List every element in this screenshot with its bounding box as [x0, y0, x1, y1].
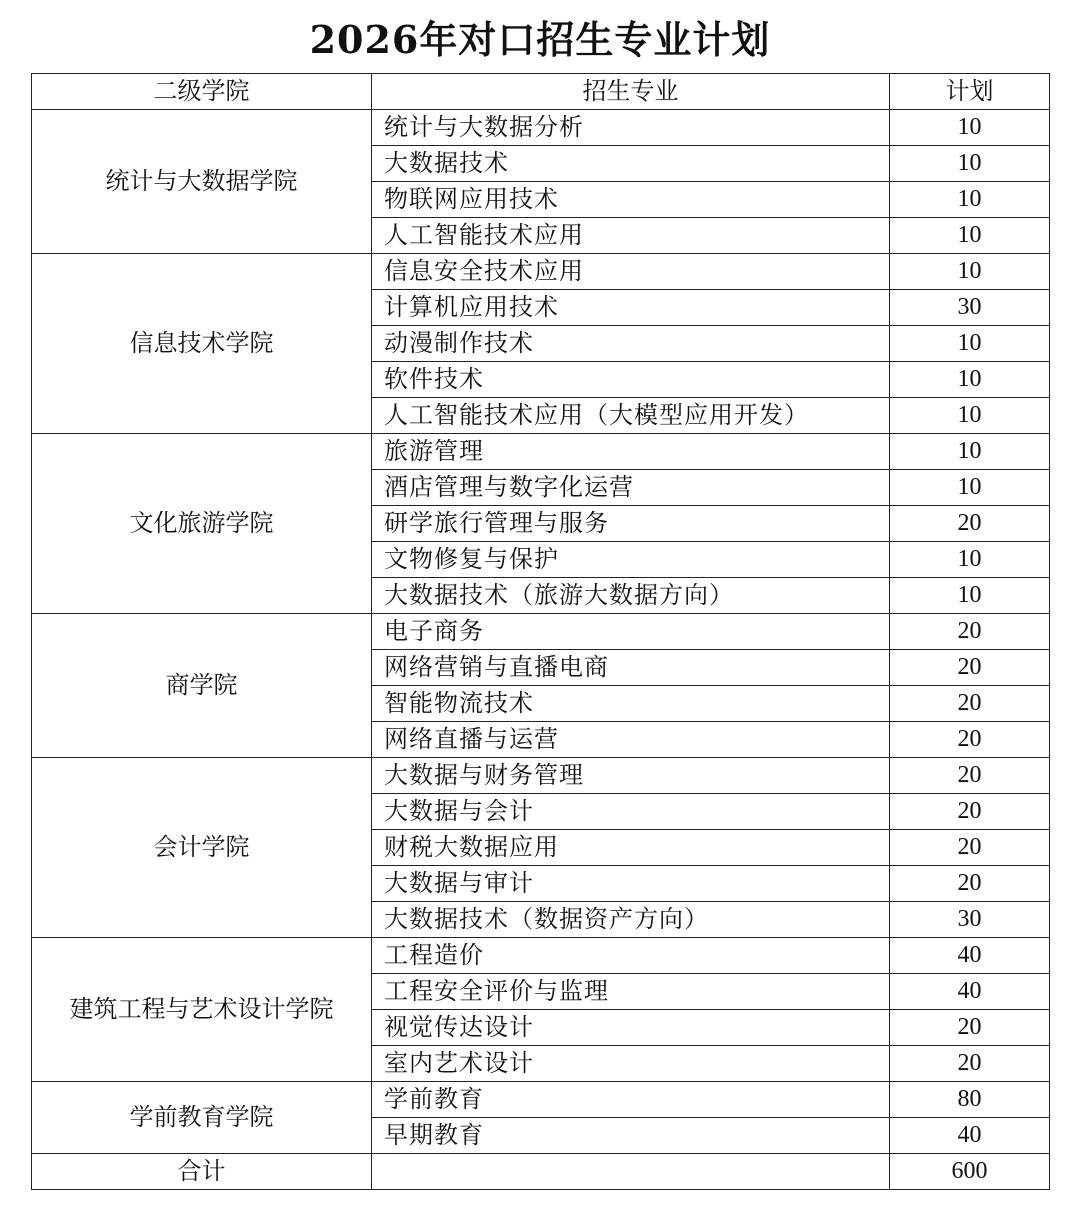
table-row	[32, 254, 1050, 290]
college-cell: 会计学院	[32, 758, 372, 938]
plan-cell: 30	[890, 902, 1050, 938]
major-cell: 物联网应用技术	[372, 182, 890, 218]
plan-cell: 40	[890, 938, 1050, 974]
major-cell: 网络营销与直播电商	[372, 650, 890, 686]
plan-cell: 30	[890, 290, 1050, 326]
major-cell: 研学旅行管理与服务	[372, 506, 890, 542]
plan-cell: 10	[890, 542, 1050, 578]
college-cell: 文化旅游学院	[32, 434, 372, 614]
college-cell: 学前教育学院	[32, 1082, 372, 1154]
major-cell: 学前教育	[372, 1082, 890, 1118]
plan-cell: 20	[890, 506, 1050, 542]
major-cell: 大数据与会计	[372, 794, 890, 830]
major-cell: 财税大数据应用	[372, 830, 890, 866]
total-major	[372, 1154, 890, 1190]
major-cell: 网络直播与运营	[372, 722, 890, 758]
major-cell: 大数据技术（旅游大数据方向）	[372, 578, 890, 614]
plan-cell: 10	[890, 326, 1050, 362]
total-value: 600	[890, 1154, 1050, 1190]
major-cell: 动漫制作技术	[372, 326, 890, 362]
major-cell: 工程安全评价与监理	[372, 974, 890, 1010]
major-cell: 室内艺术设计	[372, 1046, 890, 1082]
plan-cell: 20	[890, 650, 1050, 686]
plan-cell: 10	[890, 578, 1050, 614]
plan-cell: 20	[890, 614, 1050, 650]
plan-cell: 10	[890, 182, 1050, 218]
college-cell: 信息技术学院	[32, 254, 372, 434]
major-cell: 计算机应用技术	[372, 290, 890, 326]
plan-cell: 10	[890, 434, 1050, 470]
plan-cell: 10	[890, 254, 1050, 290]
major-cell: 信息安全技术应用	[372, 254, 890, 290]
plan-cell: 20	[890, 1010, 1050, 1046]
header-college: 二级学院	[32, 74, 372, 110]
major-cell: 人工智能技术应用	[372, 218, 890, 254]
major-cell: 人工智能技术应用（大模型应用开发）	[372, 398, 890, 434]
major-cell: 大数据技术（数据资产方向）	[372, 902, 890, 938]
major-cell: 视觉传达设计	[372, 1010, 890, 1046]
table-row	[32, 110, 1050, 146]
table-body	[32, 110, 1050, 1154]
header-plan: 计划	[890, 74, 1050, 110]
table-row	[32, 434, 1050, 470]
plan-cell: 20	[890, 686, 1050, 722]
enrollment-plan-table	[31, 73, 1050, 1190]
major-cell: 大数据与财务管理	[372, 758, 890, 794]
major-cell: 早期教育	[372, 1118, 890, 1154]
plan-cell: 20	[890, 758, 1050, 794]
total-label: 合计	[32, 1154, 372, 1190]
header-major: 招生专业	[372, 74, 890, 110]
plan-cell: 10	[890, 218, 1050, 254]
plan-cell: 10	[890, 146, 1050, 182]
plan-cell: 10	[890, 362, 1050, 398]
plan-cell: 10	[890, 110, 1050, 146]
college-cell: 统计与大数据学院	[32, 110, 372, 254]
page-title: 2026年对口招生专业计划	[309, 17, 771, 62]
plan-cell: 40	[890, 1118, 1050, 1154]
major-cell: 大数据技术	[372, 146, 890, 182]
major-cell: 电子商务	[372, 614, 890, 650]
plan-cell: 10	[890, 470, 1050, 506]
major-cell: 统计与大数据分析	[372, 110, 890, 146]
plan-cell: 20	[890, 794, 1050, 830]
plan-cell: 40	[890, 974, 1050, 1010]
plan-cell: 20	[890, 866, 1050, 902]
major-cell: 智能物流技术	[372, 686, 890, 722]
table-row	[32, 758, 1050, 794]
total-row	[32, 1154, 1050, 1190]
plan-cell: 80	[890, 1082, 1050, 1118]
plan-cell: 20	[890, 1046, 1050, 1082]
college-cell: 建筑工程与艺术设计学院	[32, 938, 372, 1082]
major-cell: 旅游管理	[372, 434, 890, 470]
major-cell: 酒店管理与数字化运营	[372, 470, 890, 506]
major-cell: 软件技术	[372, 362, 890, 398]
major-cell: 大数据与审计	[372, 866, 890, 902]
table-row	[32, 938, 1050, 974]
table-row	[32, 614, 1050, 650]
major-cell: 工程造价	[372, 938, 890, 974]
plan-cell: 20	[890, 722, 1050, 758]
table-row	[32, 1082, 1050, 1118]
plan-cell: 20	[890, 830, 1050, 866]
major-cell: 文物修复与保护	[372, 542, 890, 578]
header-row	[32, 74, 1050, 110]
college-cell: 商学院	[32, 614, 372, 758]
plan-cell: 10	[890, 398, 1050, 434]
